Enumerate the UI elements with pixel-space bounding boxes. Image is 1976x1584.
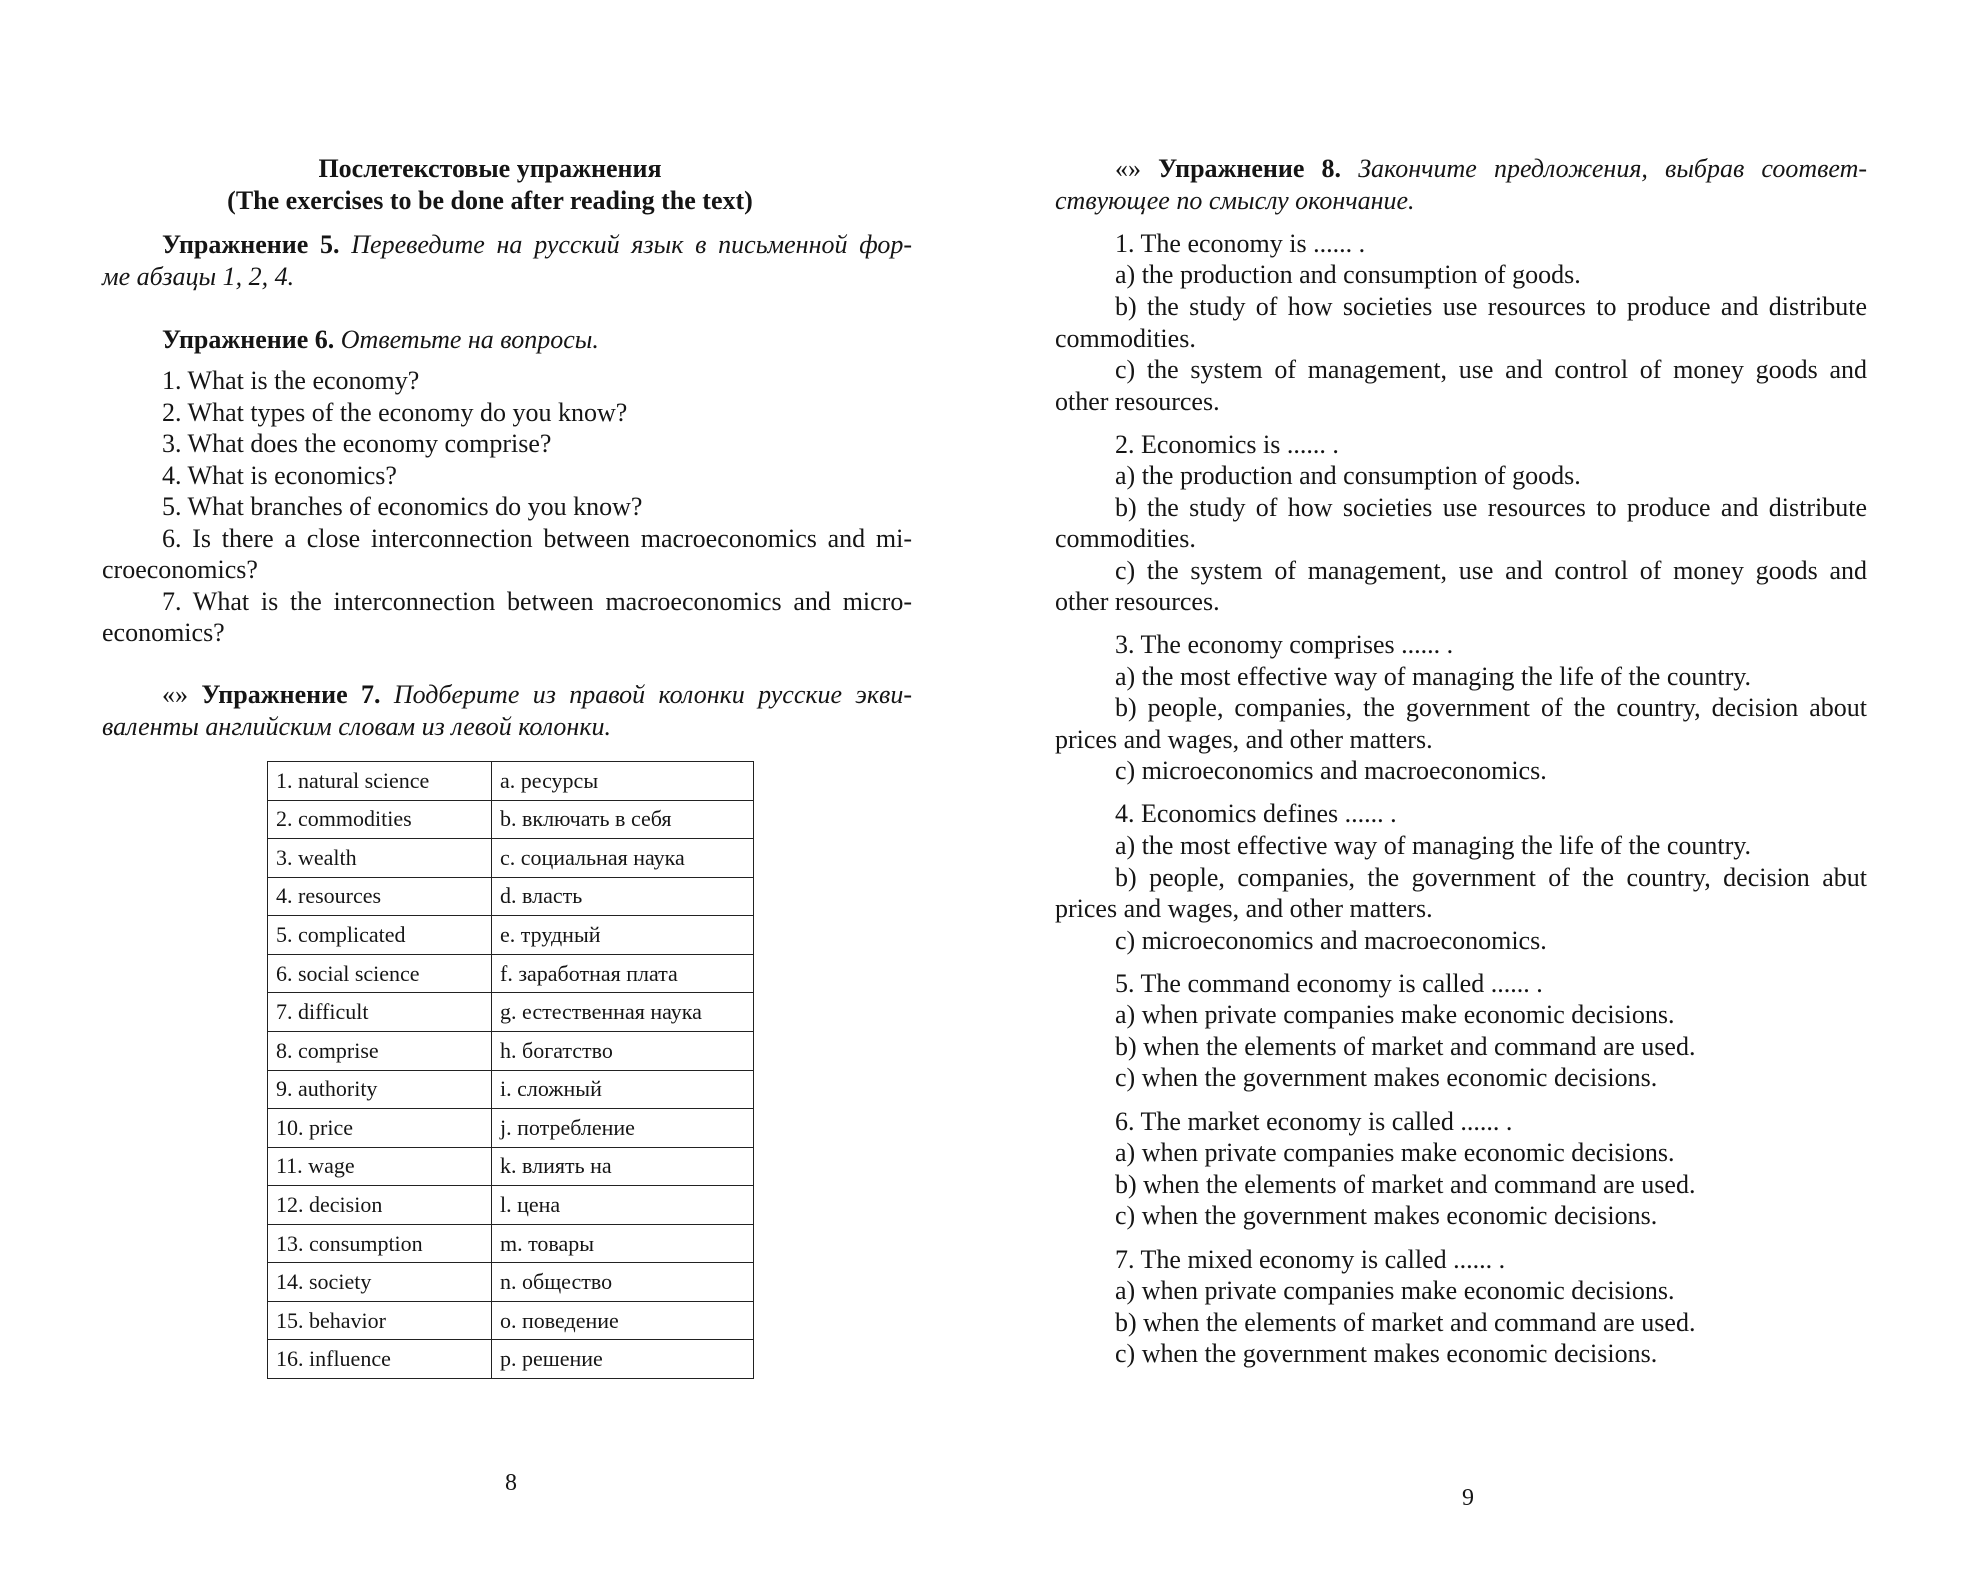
ex5-instruction: Упражнение 5. Переведите на русский язык в письменной фор-	[162, 230, 912, 259]
russian-term: d. власть	[492, 877, 754, 916]
ex8-option: b) when the elements of market and command are used.	[1115, 1308, 1696, 1337]
ex8-question: 6. The market economy is called ...... .	[1115, 1107, 1513, 1136]
ex6-question-cont: croeconomics?	[102, 555, 258, 584]
english-term: 1. natural science	[268, 762, 492, 801]
english-term: 12. decision	[268, 1186, 492, 1225]
table-row	[268, 839, 754, 878]
ex8-option: c) when the government makes economic decisions.	[1115, 1063, 1658, 1092]
russian-term: l. цена	[492, 1186, 754, 1225]
ex8-option: c) the system of management, use and control of money goods and	[1115, 556, 1867, 585]
ex8-option: a) the most effective way of managing the life of the country.	[1115, 662, 1752, 691]
russian-term: m. товары	[492, 1224, 754, 1263]
ex8-question: 1. The economy is ...... .	[1115, 229, 1366, 258]
russian-term: i. сложный	[492, 1070, 754, 1109]
table-row	[268, 993, 754, 1032]
ex8-instruction: «» Упражнение 8. Закончите предложения, выбрав соответ-	[1115, 154, 1868, 183]
russian-term: g. естественная наука	[492, 993, 754, 1032]
ex8-option-cont: prices and wages, and other matters.	[1055, 725, 1433, 754]
ex8-option-cont: other resources.	[1055, 587, 1220, 616]
ex7-instruction: «» Упражнение 7. Подберите из правой колонки русские экви-	[162, 680, 913, 709]
table-row	[268, 1263, 754, 1302]
ex8-option: c) when the government makes economic decisions.	[1115, 1201, 1658, 1230]
russian-term: e. трудный	[492, 916, 754, 955]
ex8-option-cont: commodities.	[1055, 324, 1196, 353]
table-row	[268, 1301, 754, 1340]
ex6-question-cont: economics?	[102, 618, 225, 647]
ex6-question: 1. What is the economy?	[162, 366, 420, 395]
english-term: 10. price	[268, 1109, 492, 1148]
ex8-option: c) the system of management, use and control of money goods and	[1115, 355, 1867, 384]
ex8-option: a) the production and consumption of goods.	[1115, 461, 1581, 490]
ex8-option-cont: other resources.	[1055, 387, 1220, 416]
ex8-option: c) microeconomics and macroeconomics.	[1115, 926, 1547, 955]
ex8-option: a) the most effective way of managing the life of the country.	[1115, 831, 1752, 860]
ex8-option-cont: prices and wages, and other matters.	[1055, 894, 1433, 923]
ex6-question: 7. What is the interconnection between macroeconomics and micro-	[162, 587, 912, 616]
ex8-option: a) the production and consumption of goods.	[1115, 260, 1581, 289]
english-term: 3. wealth	[268, 839, 492, 878]
table-row	[268, 1147, 754, 1186]
vocabulary-table	[267, 761, 754, 1379]
table-row	[268, 1070, 754, 1109]
table-row	[268, 1340, 754, 1379]
ex8-question: 7. The mixed economy is called ...... .	[1115, 1245, 1506, 1274]
table-row	[268, 1109, 754, 1148]
ex6-question: 5. What branches of economics do you know?	[162, 492, 643, 521]
table-row	[268, 1031, 754, 1070]
english-term: 14. society	[268, 1263, 492, 1302]
russian-term: p. решение	[492, 1340, 754, 1379]
russian-term: h. богатство	[492, 1031, 754, 1070]
ex8-option: b) the study of how societies use resources to produce and distribute	[1115, 292, 1867, 321]
ex5-instruction-cont: ме абзацы 1, 2, 4.	[102, 262, 295, 291]
page-number: 8	[505, 1470, 517, 1496]
table-row	[268, 954, 754, 993]
ex6-question: 3. What does the economy comprise?	[162, 429, 552, 458]
section-title: Послетекстовые упражнения	[318, 154, 662, 183]
english-term: 7. difficult	[268, 993, 492, 1032]
table-row	[268, 1186, 754, 1225]
ex8-question: 3. The economy comprises ...... .	[1115, 630, 1454, 659]
english-term: 9. authority	[268, 1070, 492, 1109]
ex8-question: 5. The command economy is called ...... .	[1115, 969, 1543, 998]
table-row	[268, 916, 754, 955]
ex6-question: 2. What types of the economy do you know?	[162, 398, 628, 427]
english-term: 8. comprise	[268, 1031, 492, 1070]
diamond-marker: «»	[1115, 154, 1141, 183]
table-row	[268, 762, 754, 801]
ex8-option: b) people, companies, the government of the country, decision about	[1115, 693, 1867, 722]
russian-term: c. социальная наука	[492, 839, 754, 878]
ex6-question: 6. Is there a close interconnection between macroeconomics and mi-	[162, 524, 912, 553]
russian-term: a. ресурсы	[492, 762, 754, 801]
ex8-option: a) when private companies make economic decisions.	[1115, 1138, 1675, 1167]
russian-term: j. потребление	[492, 1109, 754, 1148]
table-row	[268, 877, 754, 916]
english-term: 5. complicated	[268, 916, 492, 955]
section-subtitle: (The exercises to be done after reading the text)	[227, 186, 753, 215]
russian-term: n. общество	[492, 1263, 754, 1302]
english-term: 13. consumption	[268, 1224, 492, 1263]
ex8-instruction-cont: ствующее по смыслу окончание.	[1055, 186, 1415, 215]
ex8-option: c) microeconomics and macroeconomics.	[1115, 756, 1547, 785]
right-page	[980, 0, 1976, 1584]
english-term: 2. commodities	[268, 800, 492, 839]
left-page	[0, 0, 980, 1584]
ex8-option: b) when the elements of market and command are used.	[1115, 1170, 1696, 1199]
russian-term: f. заработная плата	[492, 954, 754, 993]
ex8-option: b) the study of how societies use resources to produce and distribute	[1115, 493, 1867, 522]
english-term: 16. influence	[268, 1340, 492, 1379]
ex8-option-cont: commodities.	[1055, 524, 1196, 553]
table-row	[268, 1224, 754, 1263]
diamond-marker: «»	[162, 680, 188, 709]
ex7-instruction-cont: валенты английским словам из левой колонки.	[102, 712, 611, 741]
ex8-question: 4. Economics defines ...... .	[1115, 799, 1397, 828]
ex8-option: a) when private companies make economic decisions.	[1115, 1000, 1675, 1029]
table-row	[268, 800, 754, 839]
ex6-question: 4. What is economics?	[162, 461, 397, 490]
ex8-question: 2. Economics is ...... .	[1115, 430, 1339, 459]
english-term: 15. behavior	[268, 1301, 492, 1340]
english-term: 6. social science	[268, 954, 492, 993]
ex8-option: b) when the elements of market and command are used.	[1115, 1032, 1696, 1061]
ex6-instruction: Упражнение 6. Ответьте на вопросы.	[162, 325, 599, 354]
page-number: 9	[1462, 1485, 1474, 1511]
ex8-option: b) people, companies, the government of the country, decision abut	[1115, 863, 1867, 892]
english-term: 4. resources	[268, 877, 492, 916]
ex8-option: c) when the government makes economic decisions.	[1115, 1339, 1658, 1368]
russian-term: o. поведение	[492, 1301, 754, 1340]
russian-term: k. влиять на	[492, 1147, 754, 1186]
russian-term: b. включать в себя	[492, 800, 754, 839]
english-term: 11. wage	[268, 1147, 492, 1186]
ex8-option: a) when private companies make economic decisions.	[1115, 1276, 1675, 1305]
